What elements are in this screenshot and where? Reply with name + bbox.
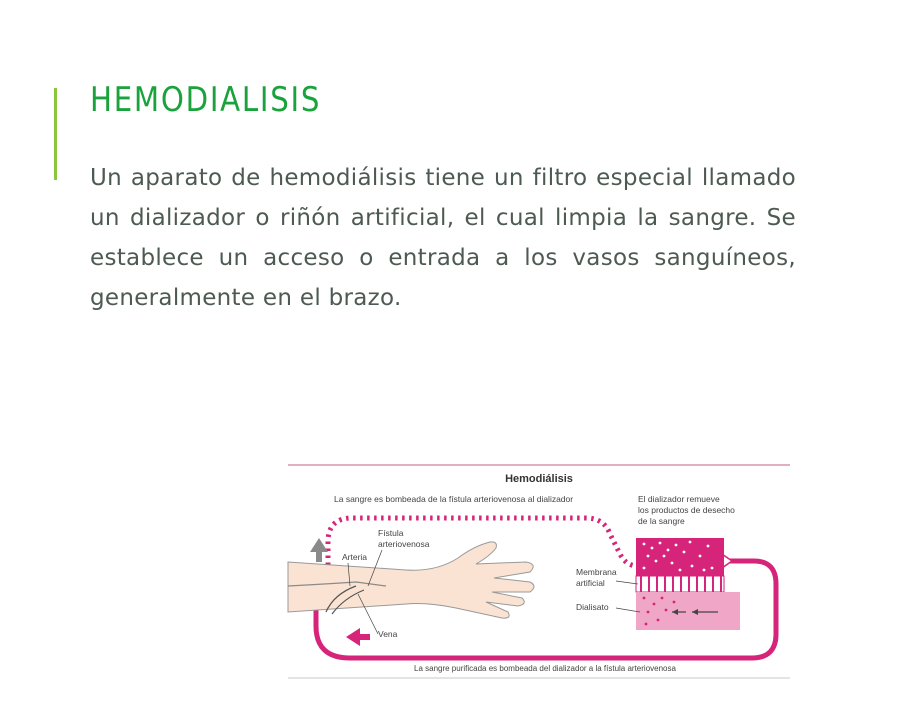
membrana-leader [616, 581, 638, 584]
caption-bottom: La sangre purificada es bombeada del dializador a la fístula arteriovenosa [414, 664, 676, 673]
body-paragraph: Un aparato de hemodiálisis tiene un filtro especial llamado un dializador o riñón artificial, el cual limpia la sangre. Se establece un acceso o entrada a los vasos sanguíneos, generalmente en el brazo. [90, 165, 796, 311]
label-fistula-line-2: arteriovenosa [378, 539, 430, 549]
arterial-flow-arrow-icon [310, 538, 328, 562]
figure-title: Hemodiálisis [505, 473, 573, 485]
hemodialysis-figure [286, 462, 792, 682]
label-dializador-line-1: El dializador remueve [638, 494, 720, 504]
label-membrana-line-2: artificial [576, 578, 605, 588]
label-dialisato: Dialisato [576, 602, 609, 612]
label-dializador-line-2: los productos de desecho [638, 505, 735, 515]
accent-bar [54, 88, 57, 180]
label-fistula-line-1: Fístula [378, 528, 404, 538]
return-flow-arrow-icon [346, 628, 370, 646]
caption-top: La sangre es bombeada de la fístula arteriovenosa al dializador [334, 494, 574, 504]
label-arteria: Arteria [342, 552, 368, 562]
slide-title: HEMODIALISIS [90, 80, 322, 120]
label-vena: Vena [378, 629, 398, 639]
arm-hand-illustration [288, 542, 534, 618]
label-dializador-line-3: de la sangre [638, 516, 685, 526]
dialysate-chamber [636, 592, 740, 630]
hemodialysis-diagram [286, 462, 792, 682]
label-membrana-line-1: Membrana [576, 567, 617, 577]
